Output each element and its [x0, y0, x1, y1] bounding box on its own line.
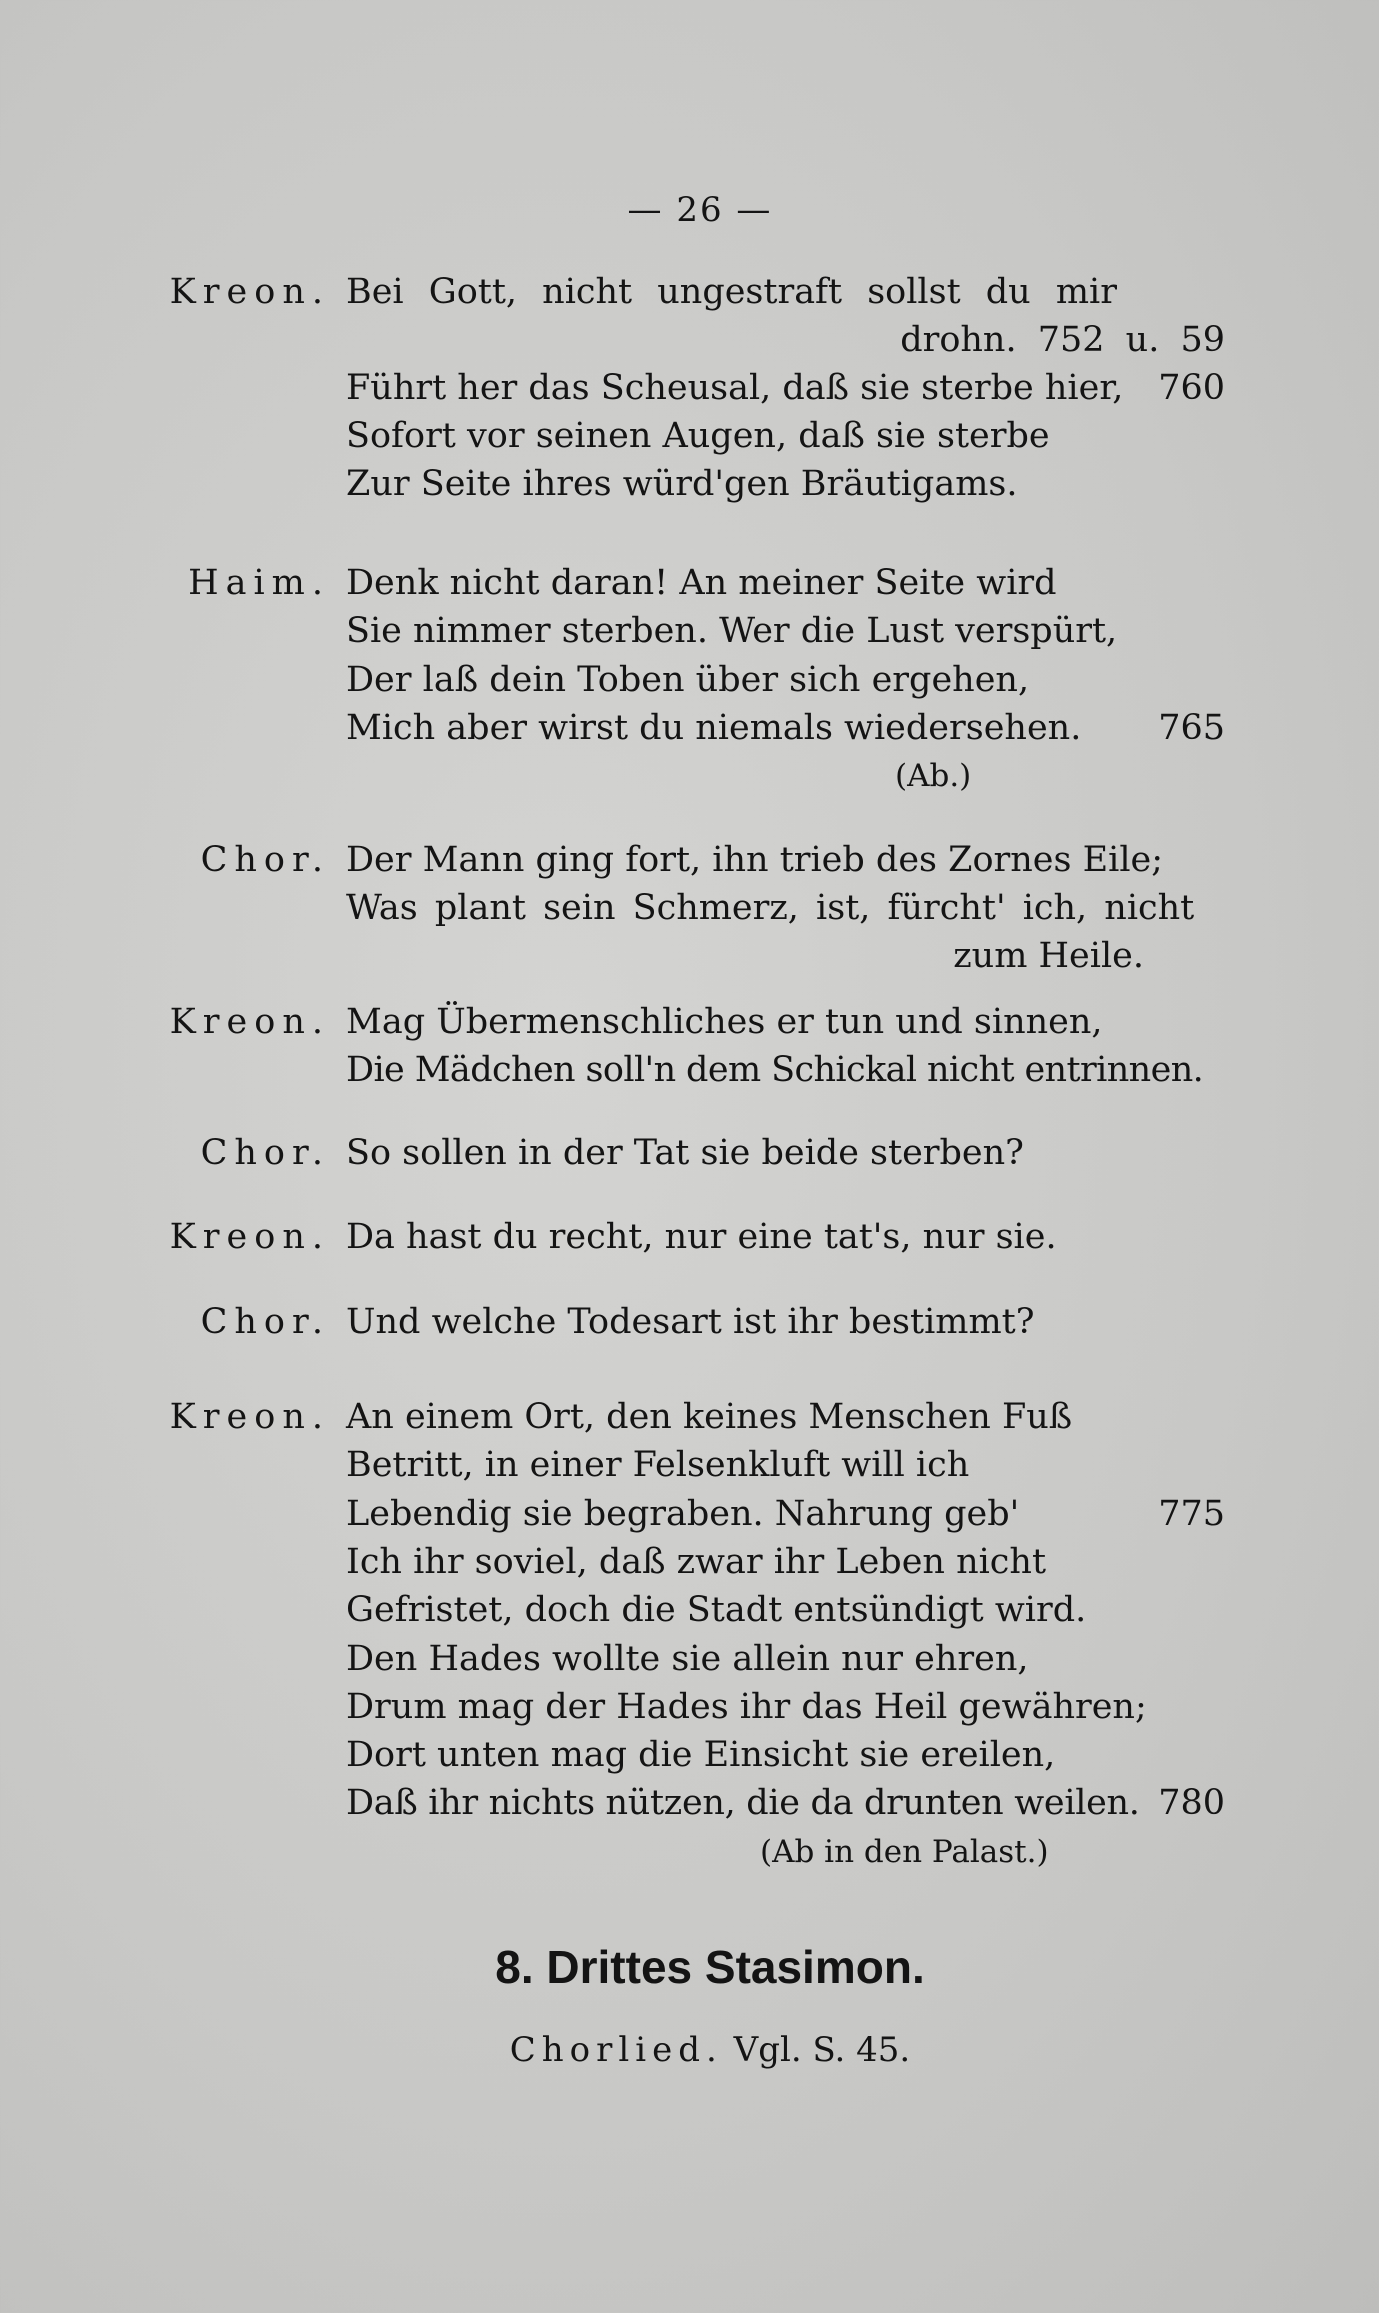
line-number: 765	[1158, 708, 1225, 748]
stage-direction: (Ab.)	[895, 758, 972, 794]
speaker-name: Haim.	[188, 563, 330, 603]
page-number: — 26 —	[627, 190, 773, 230]
speaker-name: Kreon.	[169, 272, 330, 312]
verse-line: Der Mann ging fort, ihn trieb des Zornes Eile;	[346, 840, 1164, 880]
speaker-name: Kreon.	[169, 1397, 330, 1437]
verse-line: Mag Übermenschliches er tun und sinnen,	[346, 1002, 1103, 1042]
verse-line: Sie nimmer sterben. Wer die Lust verspürt,	[346, 611, 1118, 651]
verse-line: Ich ihr soviel, daß zwar ihr Leben nicht	[346, 1542, 1047, 1582]
section-subheading	[0, 2030, 1379, 2070]
subheading-label: Chorlied.	[509, 2030, 723, 2070]
line-number: 780	[1158, 1783, 1225, 1823]
verse-line: Die Mädchen soll'n dem Schickal nicht entrinnen.	[346, 1050, 1204, 1090]
verse-line: Daß ihr nichts nützen, die da drunten weilen.	[346, 1783, 1140, 1823]
verse-line: An einem Ort, den keines Menschen Fuß	[346, 1397, 1073, 1437]
verse-line: So sollen in der Tat sie beide sterben?	[346, 1133, 1024, 1173]
verse-line: drohn. 752 u. 59	[900, 320, 1225, 360]
speaker-name: Kreon.	[169, 1217, 330, 1257]
verse-line: zum Heile.	[953, 936, 1144, 976]
line-number: 760	[1158, 368, 1225, 408]
verse-line: Bei Gott, nicht ungestraft sollst du mir	[346, 272, 1117, 312]
verse-line: Drum mag der Hades ihr das Heil gewähren;	[346, 1687, 1147, 1727]
verse-line: Betritt, in einer Felsenkluft will ich	[346, 1445, 970, 1485]
speaker-name: Chor.	[200, 840, 330, 880]
verse-line: Da hast du recht, nur eine tat's, nur sie.	[346, 1217, 1057, 1257]
verse-line: Zur Seite ihres würd'gen Bräutigams.	[346, 464, 1018, 504]
verse-line: Was plant sein Schmerz, ist, fürcht' ich, nicht	[346, 888, 1195, 928]
verse-line: Mich aber wirst du niemals wiedersehen.	[346, 708, 1082, 748]
verse-line: Denk nicht daran! An meiner Seite wird	[346, 563, 1057, 603]
speaker-name: Chor.	[200, 1302, 330, 1342]
speaker-name: Chor.	[200, 1133, 330, 1173]
verse-line: Sofort vor seinen Augen, daß sie sterbe	[346, 416, 1050, 456]
verse-line: Der laß dein Toben über sich ergehen,	[346, 660, 1030, 700]
subheading-reference: Vgl. S. 45.	[733, 2030, 911, 2070]
line-number: 775	[1158, 1494, 1225, 1534]
verse-line: Dort unten mag die Einsicht sie ereilen,	[346, 1735, 1056, 1775]
verse-line: Lebendig sie begraben. Nahrung geb'	[346, 1494, 1020, 1534]
verse-line: Gefristet, doch die Stadt entsündigt wird.	[346, 1590, 1087, 1630]
verse-line: Und welche Todesart ist ihr bestimmt?	[346, 1302, 1035, 1342]
stage-direction: (Ab in den Palast.)	[760, 1834, 1049, 1870]
verse-line: Den Hades wollte sie allein nur ehren,	[346, 1639, 1029, 1679]
speaker-name: Kreon.	[169, 1002, 330, 1042]
section-heading: 8. Drittes Stasimon.	[495, 1941, 925, 1993]
verse-line: Führt her das Scheusal, daß sie sterbe hier,	[346, 368, 1124, 408]
